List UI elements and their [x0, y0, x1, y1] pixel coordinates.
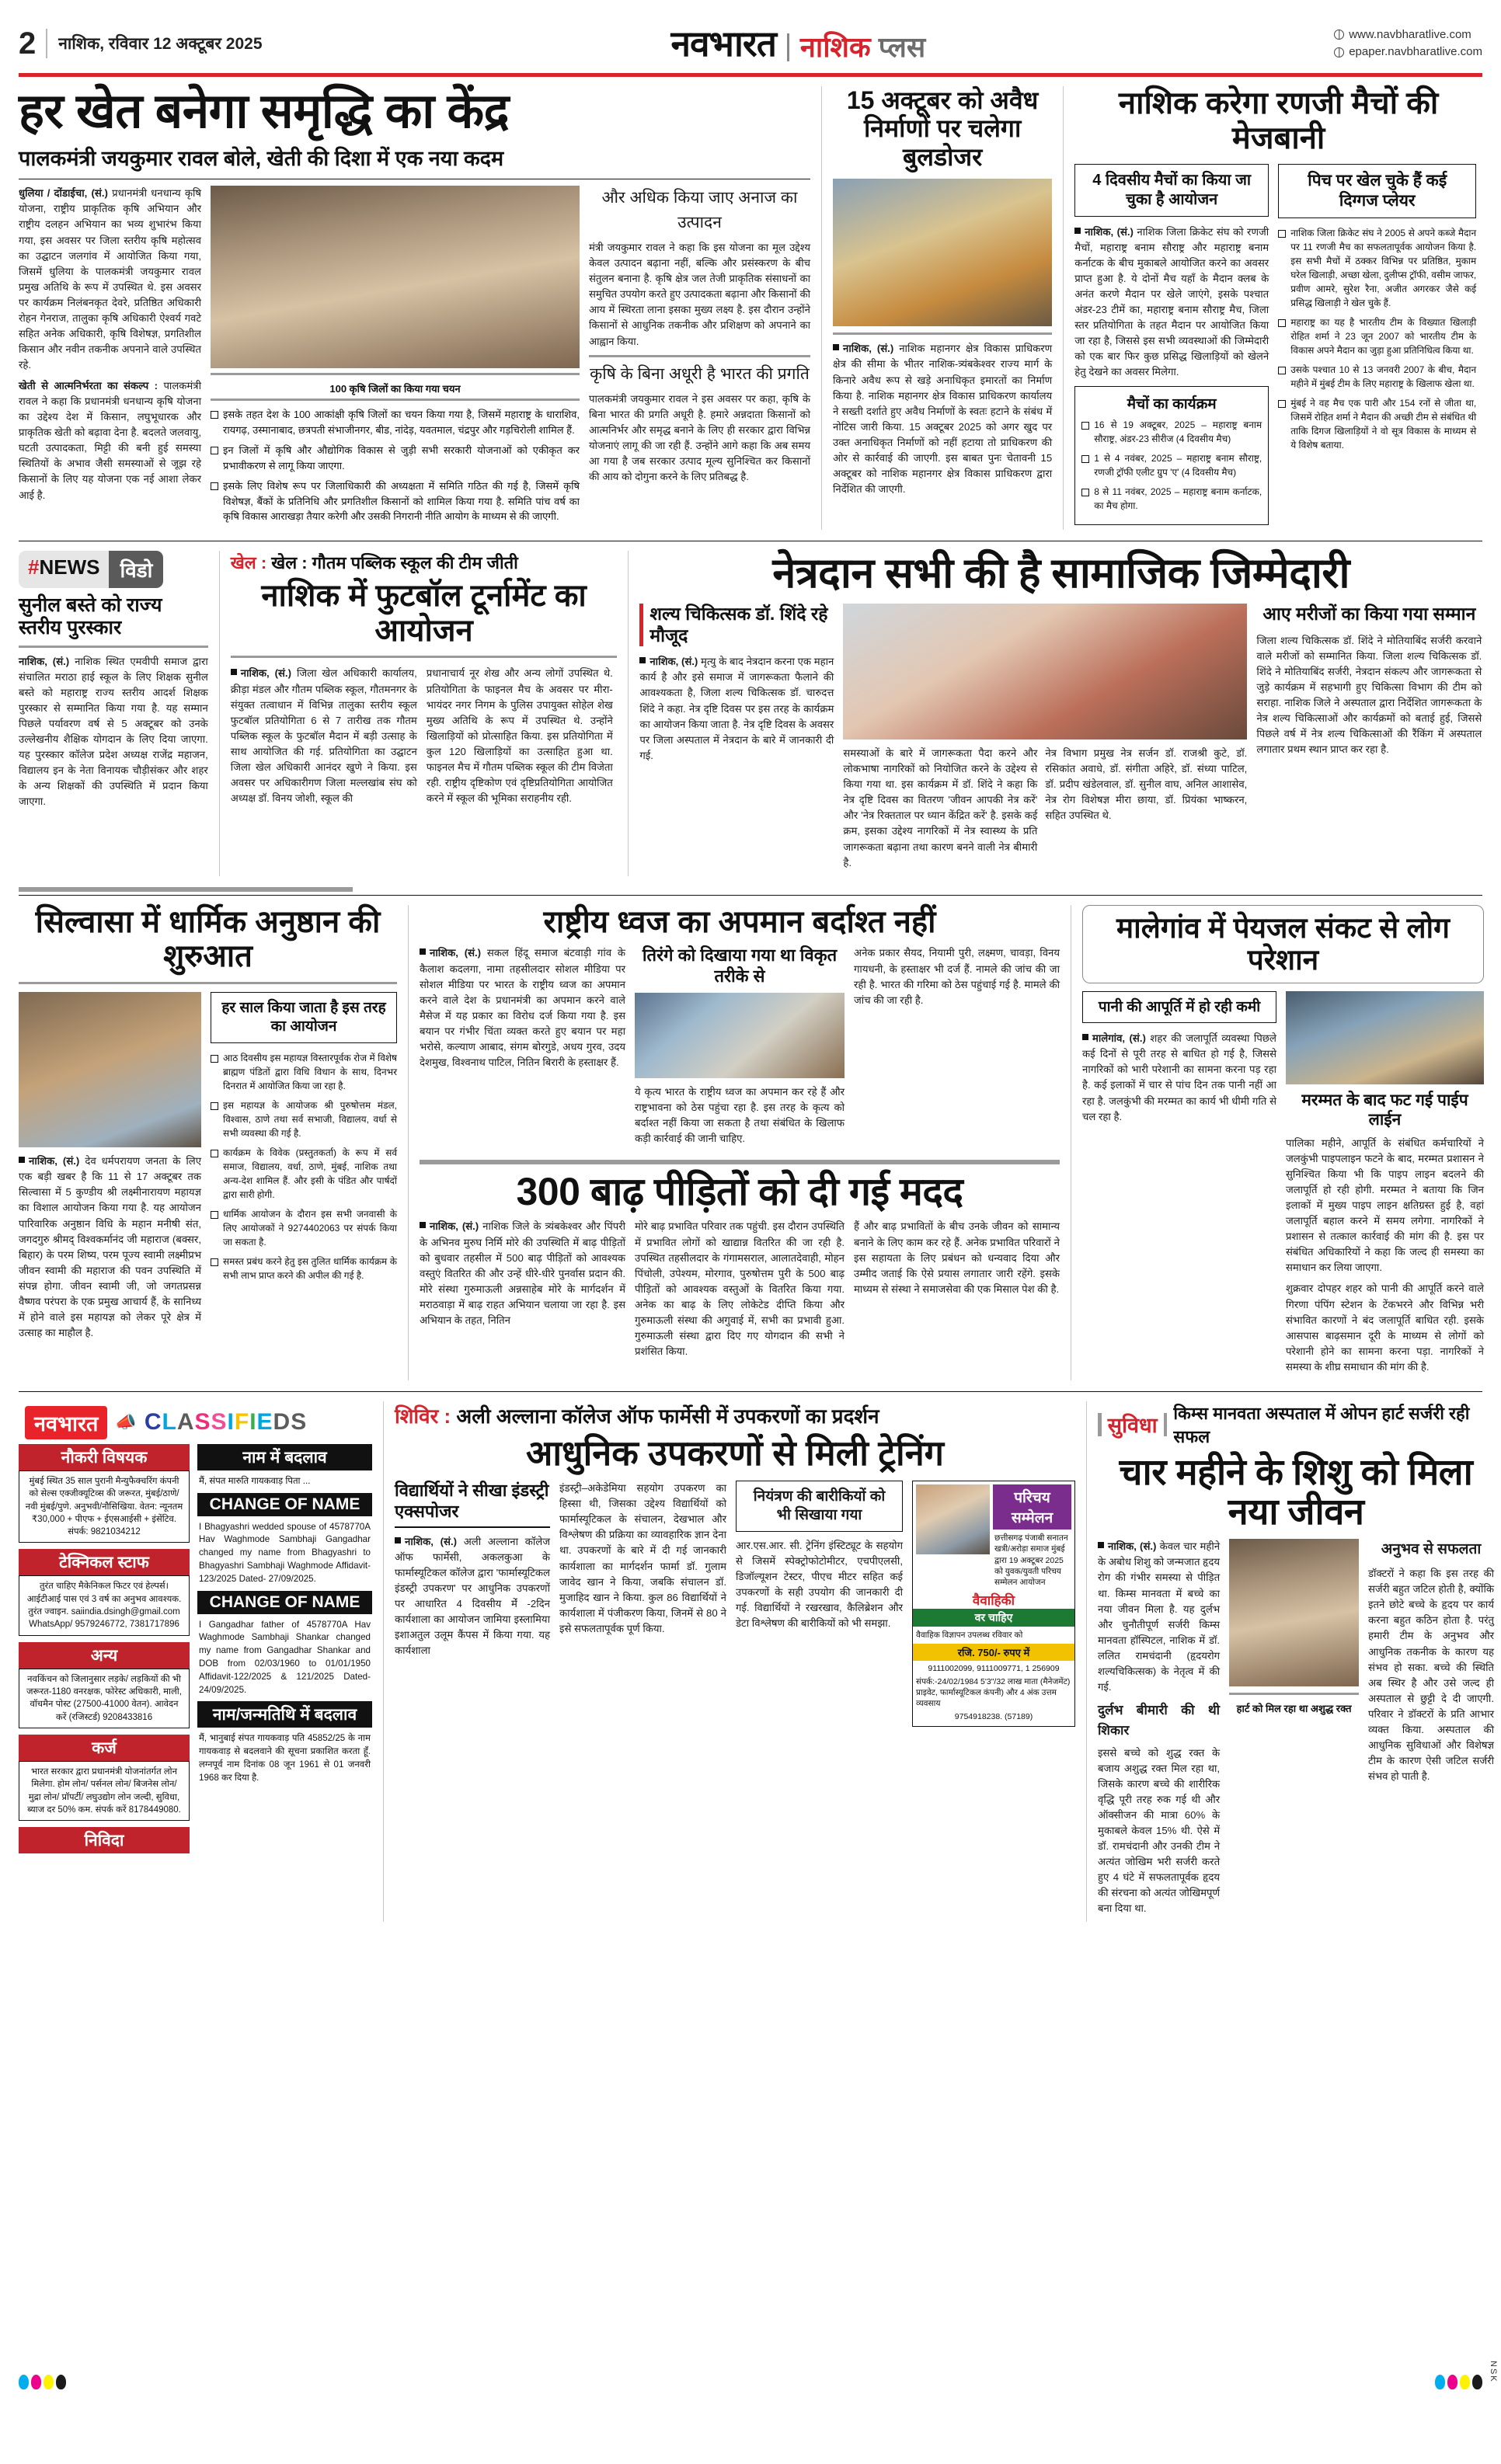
yellow-mark: [44, 2375, 54, 2389]
flood-col-1: [420, 1219, 625, 1365]
shivir-kicker: [395, 1401, 1075, 1429]
cmyk-marks-right: [1435, 2375, 1482, 2389]
shivir-kicker-rest: अली अल्लाना कॉलेज ऑफ फार्मेसी में उपकरणों का प्रदर्शन: [456, 1404, 879, 1428]
ranji-story: [1074, 86, 1482, 530]
masthead: [19, 0, 1482, 67]
classified-ad[interactable]: भारत सरकार द्वारा प्रधानमंत्री योजनांतर्गत लोन मिलेगा. होम लोन/ पर्सनल लोन/ बिजनेस लोन/ मुद्रा लोन/ प्रॉपर्टी/ लघुउद्योग लोन जल्दी, सुविधा, ब्याज दर 50% कम. संपर्क करें 8178449080.: [19, 1761, 190, 1821]
silvassa-headline: सिल्वासा में धार्मिक अनुष्ठान की शुरुआत: [35, 904, 381, 974]
category-other[interactable]: अन्य: [19, 1642, 190, 1669]
category-change-of-name-2[interactable]: CHANGE OF NAME: [197, 1591, 372, 1614]
list-item: धार्मिक आयोजन के दौरान इस सभी जनवासी के लिए आयोजकों ने 9274402063 पर संपर्क किया जा सकता है.: [211, 1207, 397, 1249]
water-photo: [1286, 991, 1484, 1084]
flag-body-3: अनेक प्रकार सैयद, नियामी पुरी, लक्ष्मण, चावड़ा, विनय गायधनी, के हस्ताक्षर भी दर्ज हैं. नामले की जांच की जा रही है. भारत की गरिमा को ठेस पहुंचाई गई है. मामले की जांच की जा रही है.: [854, 947, 1060, 1006]
football-body-2: प्रधानाचार्य नूर शेख और अन्य लोगों उपस्थित थे. प्रतियोगिता के फाइनल मैच के अवसर पर मीरा-भायंदर नगर निगम के पुलिस उपायुक्त सोहेल शेख मुख्य अतिथि के रूप में उपस्थित थे. उन्होंने खिलाड़ियों को प्रोत्साहित किया. इस प्रतियोगिता में कुल 120 खिलाड़ियों का उत्साहित हुआ था. फाइनल मैच में गौतम पब्लिक स्कूल की टीम विजेता रही. राष्ट्रीय दृष्टिकोण एवं दृष्टिप्रतियोगिता आयोजित करने में स्कूल की भूमिका सराहनीय रही.: [426, 667, 613, 804]
flag-col-3: [854, 945, 1060, 1152]
category-name-dob[interactable]: नाम/जन्मतिथि में बदलाव: [197, 1701, 372, 1728]
news-video-story: [19, 551, 208, 876]
flag-headline: राष्ट्रीय ध्वज का अपमान बर्दाश्त नहीं: [543, 904, 936, 939]
classified-ad[interactable]: मुंबई स्थित 35 साल पुरानी मैन्युफैक्चरिंग कंपनी को सेल्स एक्जीक्यूटिव्स की जरूरत, मुंबई/ठाणे/नवी मुंबई/पुणे. अनुभवी/नौसिखिया. वेतन: न्यूनतम ₹30,000 + पीएफ + ईएसआईसी + इंसेंटिव. संपर्क: 9821034212: [19, 1470, 190, 1543]
marriage-extra: संपर्क:-24/02/1984 5'3"/32 लाख माता (मैनेजमेंट) प्राइवेट, फार्मास्यूटिकल कंपनी) और 4 अंक उत्तम व्यवसाय: [916, 1676, 1071, 1709]
edition-suffix: प्लस: [878, 31, 926, 63]
shivir-col-3: [736, 1481, 903, 1727]
list-item: मुंबई ने वह मैच एक पारी और 154 रनों से जीता था, जिसमें रोहित शर्मा ने मैदान की अच्छी टीम से संबंधित थी ताकि दिगज खिलाड़ियों ने वो सूत्र विकास के माध्यम से ये विशेष बताया.: [1278, 396, 1476, 452]
heart-sub-title: दुर्लभ बीमारी की थी शिकार: [1098, 1702, 1221, 1738]
marriage-phone[interactable]: 9111002099, 9111009771, 1 256909: [928, 1663, 1060, 1673]
lead-headline: हर खेत बनेगा समृद्धि का केंद्र: [19, 85, 510, 138]
ranji-schedule-list: [1081, 418, 1262, 513]
shivir-body-2: इंडस्ट्री–अकेडेमिया सहयोग उपकरण का हिस्सा थी, जिसका उद्देश्य विद्यार्थियों को फार्मास्यूटिकल के संचालन, देखभाल और विश्लेषण की प्रक्रिया का व्यावहारिक ज्ञान देना था. उपकरणों के बारे में दी गई जानकारी कार्यशाला का मार्गदर्शन फार्मा डॉ. गुलाम जावेद खान ने किया, जबकि संचालन डॉ. मुजाहिद खान ने किया. कुल 86 विद्यार्थियों ने कार्यशाला में पंजीकरण किया, जिनमें से 80 ने इसे सफलतापूर्वक पूर्ण किया.: [559, 1482, 726, 1634]
lead-dateline: धुलिया / दोंडाईचा, (सं.): [19, 187, 108, 200]
list-item: इसके तहत देश के 100 आकांक्षी कृषि जिलों का चयन किया गया है, जिसमें महाराष्ट्र के धाराशिव, रायगढ़, उस्मानाबाद, छत्रपती संभाजीनगर, बीड, नांदेड़, यवतमाल, चंद्रपुर और गड़चिरोली शामिल हैं.: [211, 407, 580, 437]
black-mark: [56, 2375, 66, 2389]
yellow-mark: [1460, 2375, 1470, 2389]
lead-subhead: पालकमंत्री जयकुमार रावल बोले, खेती की दिशा में एक नया कदम: [19, 146, 504, 170]
lead-photo-caption: 100 कृषि जिलों का किया गया चयन: [329, 383, 461, 395]
news-video-dateline: नाशिक, (सं.): [19, 655, 70, 667]
hash-icon: #: [28, 555, 40, 579]
silvassa-body: देव धर्मपरायण जनता के लिए एक बड़ी खबर है कि 11 से 17 अक्टूबर तक सिल्वासा में 5 कुण्डीय श्री लक्ष्मीनारायण महायज्ञ का विशाल आयोजन किया गया है. यह आयोजन पारिवारिक अनुष्ठान विधि के महान मनीषी संत, जगदगुरु श्रीमद् विश्वकर्मानंद जी महाराज (बक्सर, बिहार) के परम शिष्य, परम पूज्य स्वामी लक्ष्मीप्रभ जीवन स्वामी की महाराज की पवन उपस्थिति में संपन्न होगा. जीवन स्वामी जी, जो जगतप्रसन्न वैष्णव परंपरा के एक प्रमुख आचार्य हैं, के सानिध्य में होने वाले इस महायज्ञ को लेकर पूरे क्षेत्र में उत्साह का माहौल है.: [19, 1155, 201, 1338]
football-kicker: खेल : खेल : गौतम पब्लिक स्कूल की टीम जीती: [230, 552, 518, 572]
list-item: आठ दिवसीय इस महायज्ञ विस्तारपूर्वक रोज में विशेष ब्राह्मण पंडितों द्वारा विधि विधान के साथ, दिनभर दिनरात में आयोजित किया जा रहा है.: [211, 1051, 397, 1093]
list-item: कार्यक्रम के विवेक (प्रस्तुतकर्ता) के रूप में सर्व समाज, विद्यालय, वर्धा, ठाणे, मुंबई, नाशिक तथा अन्य-देश शामिल हैं. और इसी के पंडित और पार्षदों द्वारा सारी होगी.: [211, 1146, 397, 1202]
water-body-2: पालिका महीने, आपूर्ति के संबंधित कर्मचारियों ने जलकुंभी पाइपलाइन फटने के बाद, मरम्मत प्रशासन ने सुनिश्चित किया भी कि पाइप लाइन बदलने की जलापूर्ति हो रही होगी. मरम्मत ने बताया कि जिन इलाकों में मुख्य पाइप लाइन क्षतिग्रस्त हुई है, वहां जलापूर्ति बहाल करने में समय लगेगा. नागरिकों ने प्रशासन से तत्काल कार्रवाई की मांग की है. इस पर संबंधित अधिकारियों ने कहा कि जल्द ही समस्या का समाधान कर लिया जाएगा.: [1286, 1136, 1484, 1274]
lead-kicker-2: और अधिक किया जाए अनाज का उत्पादन: [601, 189, 798, 232]
silvassa-col-2: [211, 992, 397, 1346]
bulldozer-text: नाशिक महानगर क्षेत्र विकास प्राधिकरण क्षेत्र की सीमा के भीतर नाशिक-त्र्यंबकेश्वर राज्य मार्ग के किनारे अवैध रूप से खड़े अनाधिकृत इमारतों का निर्माण किया है. नाशिक महानगर क्षेत्र विकास प्राधिकरण कार्यालय ने सख्ती दर्शाते हुए अवैध निर्माणों के स्वतः हटाने के संबंध में नोटिस जारी किया. 15 अक्टूबर 2025 को अगर खुद पर उक्त अनाधिकृत निर्माणों को नहीं हटाया तो प्राधिकरण की ओर से कार्रवाई की जाएगी. इस बाबत पुनः चेतावनी 15 अक्टूबर को नाशिक महानगर क्षेत्र विकास प्राधिकरण द्वारा निर्देशित की जाएगी.: [833, 343, 1053, 495]
list-item: 16 से 19 अक्टूबर, 2025 – महाराष्ट्र बनाम सौराष्ट्र, अंडर-23 सीरीज (4 दिवसीय मैच): [1081, 418, 1262, 446]
heart-sub-right-title: अनुभव से सफलता: [1381, 1541, 1482, 1558]
category-tender[interactable]: निविदा: [19, 1827, 190, 1853]
magenta-mark: [1447, 2375, 1457, 2389]
netradan-col-3: [1256, 604, 1482, 876]
flag-body-1: सकल हिंदू समाज बंटवाड़ी गांव के कैलाश कदलगा, नामा तहसीलदार सोशल मीडिया पर सोशल मीडिया पर भारत के राष्ट्रीय ध्वज का अपमान करने वाले देश के प्रधानमंत्री का अपमान करने वाले मैसेज में यह प्रकार का विरोध दर्ज किया गया है. इस बयान पर गंभीर चिंता व्यक्त करते हुए बयान पर महा भरोसे, कल्याण आबाद, संगम बोरगुडे, अधय गुरव, उदय देशमुख, विश्वनाथ पाटिल, नितिन बिरारी के हस्ताक्षर हैं.: [420, 947, 626, 1068]
classifieds-col-2: [197, 1444, 372, 1854]
category-change-of-name[interactable]: CHANGE OF NAME: [197, 1493, 372, 1516]
classified-ad[interactable]: मैं, भानुबाई संपत गायकवाड़ पति 45852/25 के नाम गायकवाड़ से बदलवाने की सूचना प्रकाशित करता हूँ. लग्नपूर्व नाम दिनांक 08 जून 1961 से 01 जनवरी 1968 कर दिया है.: [199, 1733, 371, 1783]
netradan-body-4: जिला शल्य चिकित्सक डॉ. शिंदे ने मोतियाबिंद सर्जरी करवाने वाले मरीजों को सम्मानित किया. जिला शल्य चिकित्सक डॉ. शिंदे ने मोतियाबिंद सर्जरी, नेत्रदान संकल्प और जागरूकता से जुड़े कार्यक्रम में सहभागी हुए चिकित्सा विभाग की टीम को सराहा. नाशिक जिले ने अस्पताल द्वारा निर्देशित जागरूकता के नेत्र शल्य चिकित्साओं और कार्यक्रमों को बताई हुई, जिससे पिछले वर्ष में नेत्र शल्य चिकित्साओं की रैंकिंग में अस्पताल लगातार प्रथम स्थान प्राप्त कर रहा है.: [1256, 634, 1482, 756]
flag-flood-block: [420, 905, 1060, 1380]
netradan-body-1: मृत्यु के बाद नेत्रदान करना एक महान कार्य है और इसे समाज में जागरूकता फैलाने की आवश्यकता है, जिला शल्य चिकित्सक डॉ. चारुदत्त शिंदे ने कहा. नेत्र दृष्टि दिवस पर इस तरह के कार्यक्रम का आयोजन किया जाता है. नेत्र दृष्टि दिवस के अवसर पर जिला अस्पताल में नेत्रदान के बारे में जानकारी दी गई.: [639, 656, 834, 761]
globe-icon: [1334, 30, 1344, 40]
netradan-photo-block: [843, 604, 1247, 876]
marriage-header: परिचय सम्मेलन: [993, 1484, 1071, 1530]
football-dateline: नाशिक, (सं.): [240, 667, 291, 680]
classified-ad[interactable]: तुरंत चाहिए मैकेनिकल फिटर एवं हेल्पर्स। आईटीआई पास एवं 3 वर्ष का अनुभव आवश्यक. तुरंत ज्वाइन. saiindia.dsingh@gmail.com WhatsApp/ 9579246772, 7381717896: [19, 1575, 190, 1635]
category-loan[interactable]: कर्ज: [19, 1735, 190, 1761]
flag-col-2: [635, 945, 845, 1152]
silvassa-dateline: नाशिक, (सं.): [29, 1155, 80, 1168]
classifieds-header: [19, 1401, 372, 1444]
heart-body-3: डॉक्टरों ने कहा कि इस तरह की सर्जरी बहुत जटिल होती है, क्योंकि इतने छोटे बच्चे के हृदय पर कार्य करना बहुत कठिन होता है. परंतु हमारी टीम के अनुभव और आधुनिक तकनीक के कारण यह संभव हो सका. बच्चे की स्थिति अब स्थिर है और उसे जल्द ही अस्पताल से छुट्टी दे दी जाएगी. परिवार ने डॉक्टरों के प्रति आभार व्यक्त किया. अस्पताल की आधुनिक सुविधाओं और विशेषज्ञ टीम के कारण ऐसी जटिल सर्जरी संभव हो पाती है.: [1368, 1568, 1494, 1783]
list-item: 8 से 11 नवंबर, 2025 – महाराष्ट्र बनाम कर्नाटक, का मैच होगा.: [1081, 485, 1262, 513]
list-item: नाशिक जिला क्रिकेट संघ ने 2005 से अपने कब्जे मैदान पर 11 रणजी मैच का सफलतापूर्वक आयोजन किया है. इस सभी मैचों में ठक्कर विभिन्न पर प्रतिष्ठित, मुकाम घरेल खिलाड़ी, अच्छा खेला, दुलीप्स ट्रॉफी, वसीम जाफर, प्रवीण आमरे, सुरेश रैना, अजीत अगरकर जैसे कई प्रसिद्ध खिलाड़ी ने खेल चुके हैं.: [1278, 226, 1476, 310]
masthead-brand: [263, 23, 1335, 64]
silvassa-story: [19, 905, 397, 1380]
lead-column-3: [589, 186, 810, 530]
heart-tag: सुविधा: [1107, 1414, 1158, 1438]
masthead-links: [1334, 26, 1482, 61]
flag-col-1: [420, 945, 625, 1152]
megaphone-icon: 📣: [115, 1412, 137, 1432]
shivir-sub-right: नियंत्रण की बारीकियों को भी सिखाया गया: [736, 1481, 903, 1532]
cyan-mark: [19, 2375, 29, 2389]
edition-name: [800, 33, 925, 61]
flood-headline: 300 बाढ़ पीड़ितों को दी गई मदद: [516, 1170, 963, 1214]
list-item: इसके लिए विशेष रूप पर जिलाधिकारी की अध्यक्षता में समिति गठित की गई है, जिसमें कृषि विशेषज्ञ, बैंकों के प्रतिनिधि और प्रगतिशील किसानों को शामिल किया गया है. समिति पांच वर्ष का कृषि विकास आराखड़ा तैयार करेगी और उसकी निगरानी नीति आयोग के माध्यम से की जाएगी.: [211, 479, 580, 524]
silvassa-box-title: हर साल किया जाता है इस तरह का आयोजन: [211, 992, 397, 1043]
bulldozer-headline: 15 अक्टूबर को अवैध निर्माणों पर चलेगा बुलडोजर: [846, 86, 1039, 171]
water-col-1: [1082, 991, 1276, 1380]
water-headline: मालेगांव में पेयजल संकट से लोग परेशान: [1116, 911, 1450, 976]
marriage-price: रजि. 750/- रुपए में: [913, 1644, 1074, 1661]
news-video-badge[interactable]: [19, 551, 163, 588]
ranji-side-title: पिच पर खेल चुके हैं कई दिग्गज प्लेयर: [1278, 164, 1476, 219]
classifieds-col-1: [19, 1444, 190, 1854]
lead-column-1: [19, 186, 201, 530]
flood-dateline: नाशिक, (सं.): [430, 1220, 479, 1233]
shivir-headline: आधुनिक उपकरणों से मिली ट्रेनिंग: [525, 1432, 945, 1473]
heart-body-1: केवल चार महीने के अबोध शिशु को जन्मजात हृदय रोग की गंभीर समस्या से पीड़ित था. किम्स मानवता में बच्चे का नया जीवन मिला है. यह दुर्लभ और चुनौतीपूर्ण सर्जरी किम्स मानवता हॉस्पिटल, नाशिक में डॉ. ललित रामचंदानी (हृदयरोग शल्यचिकित्सक) के नेतृत्व में की गई.: [1098, 1540, 1221, 1693]
lead-bullet-list: [211, 407, 580, 524]
shivir-dateline: नाशिक, (सं.): [405, 1536, 457, 1548]
list-item: महाराष्ट्र का यह है भारतीय टीम के विख्यात खिलाड़ी रोहित शर्मा ने 23 जून 2007 को भारतीय टीम के विकास अपने मैदान का जुड़ा हुआ प्रतिनिधित्व किया था.: [1278, 315, 1476, 357]
marriage-ad-block[interactable]: [912, 1481, 1075, 1727]
netradan-body-3: नेत्र विभाग प्रमुख नेत्र सर्जन डॉ. राजश्री कुटे, डॉ. रसिकांत अवाधे, डॉ. संगीता अहिरे, डॉ. संध्या पाटिल, डॉ. प्रदीप खंडेलवाल, डॉ. सुनील वाघ, अनिल आशासेव, नेत्र रोग विशेषज्ञ मीरा छाया, डॉ. प्रियंका भाष्करन, सहित उपस्थित थे.: [1045, 747, 1248, 822]
heart-photo-block: [1229, 1539, 1359, 1922]
heart-body-2: इससे बच्चे को शुद्ध रक्त के बजाय अशुद्ध रक्त मिल रहा था, जिसके कारण बच्चे की शारीरिक वृद्धि पूरी तरह रुक गई थी और ऑक्सीजन की मात्रा 60% के मुकाबले केवल 15% थी. ऐसे में डॉ. रामचंदानी और उनकी टीम ने अत्यंत जोखिम भरी सर्जरी करते हुए 4 घंटे में सफलतापूर्वक हृदय की संरचना को अत्यंत जोखिमपूर्ण बना दिया था.: [1098, 1746, 1221, 1915]
bulldozer-photo: [833, 179, 1052, 326]
list-item: इस महायज्ञ के आयोजक श्री पुरुषोत्तम मंडल, विश्वास, ठाणे तथा सर्व सभाजी, विद्यालय, वर्धा से सभी व्यवस्था की गई है.: [211, 1098, 397, 1140]
magenta-mark: [31, 2375, 41, 2389]
list-item: 1 से 4 नवंबर, 2025 – महाराष्ट्र बनाम सौराष्ट्र, रणजी ट्रॉफी एलीट ग्रुप 'ए' (4 दिवसीय मैच): [1081, 451, 1262, 479]
lead-body-4: पालकमंत्री जयकुमार रावल ने इस अवसर पर कहा, कृषि के बिना भारत की प्रगति अधूरी है. हमारे अन्नदाता किसानों को आत्मनिर्भर और समृद्ध बनाने के लिए ही सरकार द्वारा विभिन्न योजनाएं लागू की जा रही हैं. उन्होंने आगे कहा कि अब समय आ गया है जब सरकार उत्पाद मूल्य सुनिश्चित कर किसानों की आय को दोगुना करने के लिए प्रतिबद्ध है.: [589, 392, 810, 482]
brand-logo: नवभारत: [670, 23, 776, 64]
brand-divider: [787, 33, 789, 61]
shivir-block: [395, 1401, 1075, 1922]
classified-ad[interactable]: I Gangadhar father of 4578770A Hav Waghmode Sambhaji Shankar changed my name from Gangadhar Shankar and DOB from 02/03/1960 to 01/01/1950 Affidavit-122/2025 & 121/2025 Dated- 24/09/2025.: [199, 1619, 371, 1695]
water-dateline: मालेगांव, (सं.): [1092, 1032, 1146, 1045]
flag-photo: [635, 993, 845, 1078]
globe-icon: [1334, 47, 1344, 57]
flood-body-1: नाशिक जिले के त्र्यंबकेश्वर और पिंपरी के अभिनव मुरुघ निर्मि मोरे की उपस्थिति में बाढ़ पीड़ितों को बुधवार तहसील में 500 बाढ़ पीड़ितों को आवश्यक वस्तुएं वितरित की और उन्हें धीरे-धीरे पुनर्वास प्रदान की. मोरे संस्था गुरुमाऊली अन्नसाहेब मोरे के मार्गदर्शन में मराठवाड़ा में बाढ़ राहत अभियान चलाया जा रहा है. इस अभियान के तहत, नितिन: [420, 1220, 626, 1326]
cmyk-marks-left: [19, 2375, 66, 2389]
lead-body-1: प्रधानमंत्री धनधान्य कृषि योजना, राष्ट्रीय प्राकृतिक कृषि अभियान और राष्ट्रीय दलहन अभियान का भव्य शुभारंभ किया गया, इस अवसर पर जिला स्तरीय कृषि महोत्सव का उद्घाटन जलगांव में आयोजित किया गया, जिसमें धुलिया के पालकमंत्री जयकुमार रावल प्रमुख अतिथि के रूप में उपस्थित थे. इस अवसर पर कार्यक्रम निलंबनकृत देवरे, प्रतिष्ठित अधिकारी रोहन गेनराज, तालुका कृषि अधिकारी ऐश्वर्य गवटे सहित अनेक अधिकारी, कृषि विशेषज्ञ, प्रगतिशील किसान और नवीन तकनीक अपनाने वाले उपस्थित रहे.: [19, 187, 201, 371]
shivir-tag: शिविर :: [395, 1404, 451, 1428]
ranji-schedule-title: मैचों का कार्यक्रम: [1127, 396, 1217, 413]
marriage-line: छत्तीसगढ़ पंजाबी सनातन खत्री/अरोड़ा समाज मुंबई द्वारा 19 अक्टूबर 2025 को युवक/युवती परिचय सम्मेलन आयोजन: [994, 1533, 1068, 1587]
bulldozer-body: [833, 341, 1052, 497]
football-story: [231, 551, 618, 876]
ranji-right: [1278, 164, 1476, 526]
netradan-sub-right: आए मरीजों का किया गया सम्मान: [1262, 604, 1476, 625]
silvassa-photo: [19, 992, 201, 1147]
heart-col-1: [1098, 1539, 1220, 1922]
news-video-headline: सुनील बस्ते को राज्य स्तरीय पुरस्कार: [19, 593, 162, 639]
water-title-box: [1082, 905, 1484, 983]
heart-col-3: [1368, 1539, 1494, 1922]
football-col-1: [231, 666, 417, 812]
netradan-sub-left: शल्य चिकित्सक डॉ. शिंदे रहे मौजूद: [639, 604, 834, 646]
heart-story: [1098, 1401, 1494, 1922]
classifieds-logo: नवभारत: [25, 1406, 107, 1439]
heart-headline: चार महीने के शिशु को मिला नया जीवन: [1119, 1450, 1473, 1532]
ranji-headline: नाशिक करेगा रणजी मैचों की मेजबानी: [1118, 86, 1439, 155]
silvassa-col-1: [19, 992, 201, 1346]
classifieds-word: CLASSIFIEDS: [144, 1409, 308, 1436]
marriage-brand: वैवाहिकी: [972, 1593, 1015, 1609]
silvassa-bullet-list: [211, 1051, 397, 1282]
footer-registration-bar: [19, 2375, 1482, 2389]
ranji-left: 4 दिवसीय मैचों का किया जा चुका है आयोजन नाशिक, (सं.) नाशिक जिला क्रिकेट संघ को रणजी मैचों, महाराष्ट्र बनाम सौराष्ट्र और महाराष्ट्र बनाम कर्नाटक के बीच मुकाबले आयोजित करने का अवसर प्राप्त हुआ है. ये दोनों मैच यहाँ के मैदान क्लब के अनंत करणे मैदान पर खेले जाएंगे, इसके पश्चात अंडर-23 टीमें का, महाराष्ट्र बनाम सौराष्ट्र मैच, जिला स्तर प्रतियोगिता के तहत मैदान पर आयोजित किया जा रहा है, जिससे इस सभी व्यवस्थाओं की जिम्मेदारी को एक बार फिर कुछ प्रसिद्ध खिलाड़ियों को खेलने हेतु देखने का अवसर मिलेगा. मैचों का कार्यक्रम 16 से 19 अक्टूबर, 2025 – महाराष्ट्र बनाम सौराष्ट्र, अंडर-23 सीरीज (4 दिवसीय मैच) 1 से 4 नवंबर, 2025 – महाराष्ट्र बनाम सौराष्ट्र, रणजी ट्रॉफी एलीट ग्रुप 'ए' (4 दिवसीय मैच) 8 से 11 नवंबर, 2025 – महाराष्ट्र बनाम कर्नाटक, का मैच होगा.: [1074, 164, 1269, 526]
badge-video-label[interactable]: विडो: [109, 551, 163, 588]
page-number: 2: [19, 26, 36, 61]
ranji-side-list: [1278, 226, 1476, 452]
classified-ad[interactable]: I Bhagyashri wedded spouse of 4578770A Hav Waghmode Sambhaji Gangadhar changed my name from Bhagyashri to Bhagyashri Sambhaji Waghmode Affidavit-123/2025 Dated- 27/09/2025.: [199, 1521, 371, 1584]
flag-body-2: ये कृत्य भारत के राष्ट्रीय ध्वज का अपमान कर रहे हैं और राष्ट्रभावना को ठेस पहुंचा रहा है. इस तरह के कृत्य को बर्दाश्त नहीं किया जा सकता है तथा संबंधित के खिलाफ कड़ी कार्रवाई की जानी चाहिए.: [635, 1086, 845, 1145]
bulldozer-dateline: नाशिक, (सं.): [843, 343, 894, 355]
list-item: इन जिलों में कृषि और औद्योगिक विकास से जुड़ी सभी सरकारी योजनाओं को एकीकृत कर प्रभावीकरण से लागू किया जाएगा.: [211, 443, 580, 473]
water-story: [1082, 905, 1484, 1380]
netradan-photo: [843, 604, 1247, 740]
marriage-line: वैवाहिक विज्ञापन उपलब्ध रविवार को: [916, 1630, 1023, 1640]
edition-city: नाशिक: [799, 31, 871, 63]
classifieds-section: [19, 1401, 372, 1922]
masthead-rule: [19, 73, 1482, 77]
website-url[interactable]: www.navbharatlive.com: [1349, 27, 1471, 41]
masthead-divider: [46, 29, 47, 58]
lead-body-2: पालकमंत्री रावल ने कहा कि प्रधानमंत्री धनधान्य कृषि योजना का उद्देश्य देश में किसान, लघुभूधारक और प्राकृतिक खेती को बढ़ावा देना है. बदलते जलवायु, घटती उत्पादकता, मिट्टी की बनी हुई समस्या स्थितियों के अभाव जैसी समस्याओं से जूझ रहे किसानों के लिए यह योजना एक नई आशा लेकर आई है.: [19, 380, 201, 501]
heart-photo: [1229, 1539, 1359, 1686]
lead-subtitle-1: खेती से आत्मनिर्भरता का संकल्प :: [19, 380, 158, 392]
flood-body-2: मोरे बाढ़ प्रभावित परिवार तक पहुंची. इस दौरान उपस्थिति में प्रभावित लोगों को खाद्यान्न वितरित की जा रही है. उपस्थित तहसीलदार के गंगामसराल, आलातदेवाही, मोहन पिंचोली, उपेश्यम, मोरगाव, पुरुषोत्तम पुरी के 500 बाढ़ पीड़ितों को आवश्यक वस्तुओं के वितरित किया गया. अनेक का बाढ़ के लिए लोकेटेड दीप्ति किया और गुरुमाऊली संस्था की अगुवाई में, सभी का प्रभावी हुआ. गुरुमाऊली संस्था द्वारा दिए गए योगदान की सभी ने प्रशंसित किया.: [635, 1220, 845, 1357]
flag-subhead: तिरंगे को दिखाया गया था विकृत तरीके से: [642, 945, 838, 986]
category-technical[interactable]: टेक्निकल स्टाफ: [19, 1549, 190, 1575]
list-item: समस्त प्रबंध करने हेतु इस तुलित धार्मिक कार्यक्रम के सभी लाभ प्राप्त करने की अपील की गई है.: [211, 1255, 397, 1282]
classified-ad[interactable]: मैं, संपत मारुति गायकवाड़ पिता ...: [199, 1475, 311, 1486]
marriage-photo: [916, 1484, 990, 1554]
netradan-col-1: [639, 604, 834, 876]
lead-kicker-3: कृषि के बिना अधूरी है भारत की प्रगति: [590, 364, 810, 383]
shivir-body-3: आर.एस.आर. सी. ट्रेनिंग इंस्टिट्यूट के सहयोग से जिसमें स्पेक्ट्रोफोटोमीटर, एचपीएलसी, डिजॉल्यूशन टेस्टर, पीएच मीटर सहित कई उपकरणों के सही उपयोग की जानकारी दी गई. विद्यार्थियों ने रखरखाव, कैलिब्रेशन और डेटा विश्लेषण की बारीकियों को भी समझा.: [736, 1539, 903, 1630]
category-name-change[interactable]: नाम में बदलाव: [197, 1444, 372, 1470]
bulldozer-story: [833, 86, 1052, 530]
news-video-body: [19, 654, 208, 810]
list-item: उसके पश्चात 10 से 13 जनवरी 2007 के बीच, मैदान महीने में मुंबई टीम के लिए महाराष्ट्र के खिलाफ खेला था.: [1278, 363, 1476, 391]
shivir-sub-left: विद्यार्थियों ने सीखा इंडस्ट्री एक्सपोजर: [395, 1481, 550, 1528]
lead-story: [19, 86, 810, 530]
netradan-story: [639, 551, 1482, 876]
water-sub-title: मरम्मत के बाद फट गई पाईप लाईन: [1301, 1091, 1468, 1129]
news-video-text: नाशिक स्थित एमवीपी समाज द्वारा संचालित मराठा हाई स्कूल के लिए शिक्षक सुनील बस्ते को महाराष्ट्र राज्य स्तरीय आदर्श शिक्षक पुरस्कार से सम्मानित किया गया है. यह सम्मान पिछले पर्यावरण वर्ष से 5 अक्टूबर को उनके उल्लेखनीय शैक्षिक योगदान के लिए दिया जाएगा. यह पुरस्कार कॉलेज प्रदेश अध्यक्ष राजेंद्र महाजन, विद्यालय इन के नेता विनायक चौड़ीसंकर और शहर के अन्य शिक्षकों की उपस्थिति में प्रदान किया जाएगा.: [19, 655, 208, 808]
black-mark: [1472, 2375, 1482, 2389]
heart-dateline: नाशिक, (सं.): [1108, 1540, 1157, 1553]
cyan-mark: [1435, 2375, 1445, 2389]
category-jobs[interactable]: नौकरी विषयक: [19, 1444, 190, 1470]
netradan-body-2: समस्याओं के बारे में जागरूकता पैदा करने और लोकभाषा नागरिकों को नियोजित करने के उद्देश्य से किया गया था. इस कार्यक्रम में डॉ. शिंदे ने कहा कि नेत्र दृष्टि दिवस का वितरण 'जीवन आपकी नेत्र करें' और 'नेत्र रिक्तताल पर ध्यान केंद्रित करें' है. इसके कई क्रम, इसका उद्देश्य नागरिकों में नेत्र स्वास्थ्य के प्रति जागरूकता बढ़ाना तथा कारण बनने वाली नेत्र बीमारी है.: [843, 747, 1038, 868]
football-kicker-text: खेल : गौतम पब्लिक स्कूल की टीम जीती: [271, 552, 518, 572]
flood-col-3: [854, 1219, 1060, 1365]
marriage-ref: 9754918238. (57189): [954, 1712, 1033, 1722]
football-headline: नाशिक में फुटबॉल टूर्नामेंट का आयोजन: [261, 578, 587, 648]
flood-body-3: हैं और बाढ़ प्रभावितों के बीच उनके जीवन को सामान्य बनाने के लिए काम कर रहे हैं. अनेक प्रभावित परिवारों ने इस सहायता के लिए प्रबंधन को धन्यवाद दिया और उम्मीद जताई कि ऐसे प्रयास लगातार जारी रहेंगे. इसके माध्यम से संस्था ने समाजसेवा की एक मिसाल पेश की है.: [854, 1220, 1060, 1295]
water-body-1: शहर की जलापूर्ति व्यवस्था पिछले कई दिनों से पूरी तरह से बाधित हो गई है, जिससे नागरिकों को भारी परेशानी का सामना करना पड़ रहा है. कई इलाकों में चार से पांच दिन तक पानी नहीं आ रहा है. जलकुंभी की मरम्मत का कार्य भी धीमी गति से चल रहा है.: [1082, 1032, 1276, 1122]
lead-body-3: मंत्री जयकुमार रावल ने कहा कि इस योजना का मूल उद्देश्य केवल उत्पादन बढ़ाना नहीं, बल्कि और प्रसंस्करण के बीच संतुलन बनाना है. कृषि क्षेत्र जल तेजी प्राकृतिक संसाधनों का समुचित उपयोग करते हुए उत्पादकता बढ़ाना और किसानों की आय में स्थिरता लाना इसका मुख्य लक्ष्य है. इस दौरान उन्होंने किसानों से आधुनिक तकनीक और प्रशिक्षण को अपनाने का आह्वान किया.: [589, 242, 810, 347]
ranji-kicker-box: 4 दिवसीय मैचों का किया जा चुका है आयोजन: [1074, 164, 1269, 217]
lead-photo: [211, 186, 580, 368]
classified-ad[interactable]: नवकिंचन को जिलानुसार लड़के/ लड़कियों की भी जरूरत-1180 वनरक्षक, फोरेस्ट अधिकारी, माली, वॉचमैन पोस्ट (27500-41000 वेतन). आवेदन करें (रजिस्टर्ड) 9208433816: [19, 1669, 190, 1728]
lead-photo-block: [211, 186, 580, 530]
shivir-col-2: [559, 1481, 726, 1727]
netradan-dateline: नाशिक, (सं.): [650, 656, 698, 668]
marriage-want: वर चाहिए: [913, 1609, 1074, 1627]
edition-code: NSK: [1489, 2361, 1498, 2383]
water-body-3: शुक्रवार दोपहर शहर को पानी की आपूर्ति करने वाले गिरणा पंपिंग स्टेशन के टेंकभरने और विभिन्न भरी संभावित कारणों ने बंद जलापूर्ति बाधित रही. इसके आसपास बाढ़समान दूरी के माध्यम से लोगों को परेशानी होने का सामना करना पड़ा. नागरिकों ने समस्या के शीघ्र समाधान की मांग की है.: [1286, 1282, 1484, 1373]
shivir-body-1: अली अल्लाना कॉलेज ऑफ फार्मेसी, अकलकुआ के फार्मास्यूटिकल कॉलेज द्वारा 'फार्मास्यूटिकल इंडस्ट्री उपकरण' पर आधुनिक उपकरणों पर आधारित 4 दिवसीय मेंं -2दिन कार्यशाला का आयोजन जामिया इस्लामिया इशाअतुल उलूम कैंपस में किया गया. यह कार्यशाला: [395, 1536, 550, 1657]
flag-dateline: नाशिक, (सं.): [430, 947, 482, 959]
heart-kicker: किम्स मानवता अस्पताल में ओपन हार्ट सर्जरी रही सफल: [1173, 1403, 1470, 1446]
flood-col-2: [635, 1219, 845, 1365]
water-kicker: पानी की आपूर्ति में हो रही कमी: [1082, 991, 1276, 1024]
football-col-2: [427, 666, 613, 812]
heart-caption: हार्ट को मिल रहा था अशुद्ध रक्त: [1236, 1703, 1352, 1715]
shivir-col-1: [395, 1481, 550, 1727]
football-body-1: जिला खेल अधिकारी कार्यालय, क्रीड़ा मंडल और गौतम पब्लिक स्कूल, गौतमनगर के संयुक्त तत्वाधान में विभिन्न तालुका स्तरीय स्कूल फुटबॉल प्रतियोगिता 6 से 7 तारीख तक गौतम पब्लिक स्कूल के फुटबॉल मैदान में बड़ी उत्साह के साथ आयोजित की गई. प्रतियोगिता का उद्घाटन जिला खेल अधिकारी आनंदर खुणे ने किया. इस अवसर पर अधिकारीगण जिला मल्लखांब संघ को अध्यक्ष डॉ. विनय जोशी, स्कूल की: [230, 667, 417, 804]
place-date: नाशिक, रविवार 12 अक्टूबर 2025: [58, 35, 263, 53]
badge-news-label: #NEWS: [19, 551, 109, 588]
water-col-2: [1286, 991, 1484, 1380]
epaper-url[interactable]: epaper.navbharatlive.com: [1349, 45, 1482, 58]
netradan-headline: नेत्रदान सभी की है सामाजिक जिम्मेदारी: [772, 549, 1350, 597]
